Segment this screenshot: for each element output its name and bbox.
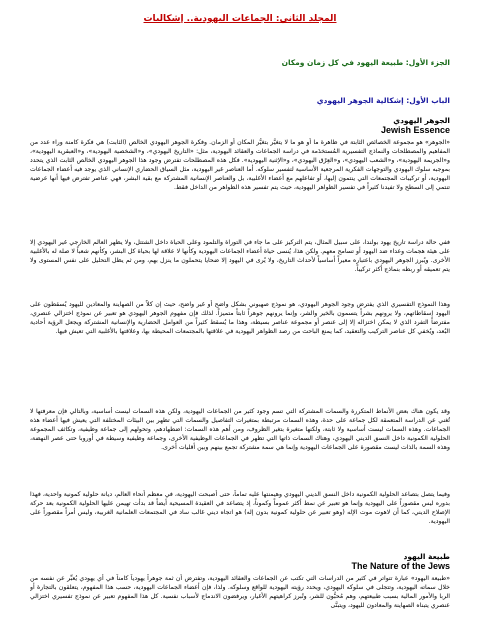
paragraph: ففي حالة دراسة تاريخ يهود بولندا، على سبيل المثال، يتم التركيز على ما جاء في التوراة والتلمود وعلى الحياة داخل الشتتل، ولا يظهر العالم الخارجي غير اليهودي إلا على هيئة هجمات وعداء ضد اليهود أو تسامح معهم. ولكن هذا، يُنسى حياة أعضاء الجماعات اليهودية وكأنها لا علاقة لها بحياة كل البشر، وكأنهم شعباً لا صلة له بالأغلبية الأخرى. ويُبرز الجوهر اليهودي باعتباره معيراً أساسياً لأحداث التاريخ، ولا يُرى في اليهود إلا ضحايا يتحملون ما ينزل بهم، ومن ثم يظل التحليل على نفس المستوى ولا يتم تعميقه أو ربطه بنماذج أكثر تركيباً. xyxy=(30,239,450,274)
volume-title: المجلد الثاني: الجماعات اليهودية.. إشكاليات xyxy=(143,14,337,24)
section-heading-english: Jewish Essence xyxy=(380,125,450,135)
part-title: الجزء الأول: طبيعة اليهود في كل زمان ومكان xyxy=(281,58,450,67)
section-heading-arabic: طبيعة اليهود xyxy=(403,552,450,561)
section-heading-english: The Nature of the Jews xyxy=(351,561,450,571)
paragraph: وفيما يتصل بتصاعد الحلولية الكمونية داخل النسق الديني اليهودي وهيمنتها عليه تماماً، حتى أصبحت اليهودية، في معظم أنحاء العالم، ديانة حلولية كمونية واحدية، فهذا بدوره ليس مقصوراً على اليهودية وإنما هو تعبير عن نمط أكثر عموماً وكموناً، إذ يتصاعد في العقيدة المسيحية أيضاً قد بدأت تهيمن عليها الحلولية الكمونية بعد حركة الإصلاح الديني، كما أن لاهوت موت الإله (وهو تعبير عن حلولية كمونية بدون إله) هو اتجاه ديني غالب ساد في المجتمعات العلمانية الغربية، وليس أمراً مقصوراً على اليهودية. xyxy=(30,491,450,526)
paragraph: «الجوهر» هو مجموعة الخصائص الثابتة في ظاهرة ما أو هو ما لا يتغيَّر بتغيُّر المكان أو الزمان. وفكرة الجوهر اليهودي الخالص (الثابت) هي فكرة كامنة وراء عدد من المفاهيم والمصطلحات والنماذج التفسيرية المُستخدَمة في دراسة الجماعات والعقائد اليهودية، مثل: «التاريخ اليهودي»، و«الشخصية اليهودية»، و«العبقرية اليهودية»، و«الجريمة اليهودية»، و«الشعب اليهودي»، و«العِرْق اليهودي»، و«الإثنية اليهودية». فكل هذه المصطلحات تفترض وجود هذا الجوهر اليهودي الخالص الثابت الذي يتحدد بموجبه سلوك اليهودي والتوجهات الفكرية المرجعية الأساسية لتفسير سلوكه. أما العناصر غير اليهودية، مثل السياق الحضاري الإنساني الذي يوجد فيه أعضاء الجماعات اليهودية، أو تركيبات المجتمعات التي ينتمون إليها، أو تفاعلهم مع أعضاء الأغلبية، بل والعناصر الإنسانية المشتركة مع بقية البشر، فهي عناصر تفترض فيها أنها عرضية تنتمي إلى السطح ولا تفيدنا كثيراً في تفسير الظواهر اليهودية، حيث يتم تفسير هذه الظواهر من الداخل فقط. xyxy=(30,139,450,192)
chapter-title: الباب الأول: إشكالية الجوهر اليهودي xyxy=(316,96,450,105)
paragraph: وهذا النموذج التفسيري الذي يفترض وجود الجوهر اليهودي، هو نموذج صهيوني بشكل واضح أو غير واضح، حيث إن كلاً من الصهاينة والمعادين لليهود يُسقطون على اليهود إسقاطاتهم، ولا يرونهم بشراً يتسمون بالخير والشر، وإنما يرونهم جوهراً ثابتاً متميزاً. لذلك فإن مفهوم الجوهر اليهودي هو تعبير عن نموذج اختزالي عنصري، مفترضاً التفرد الذي لا يمكن اختزاله إلا إلى عنصر أو مجموعة عناصر بسيطة، وهذا ما يُسقط كثيراً من العوامل الحضارية والإنسانية المشتركة ويجعل الرؤية أحادية البُعد، ويُخفي كل عناصر التركيب والتعقيد، كما يمنع الباحث من رصد الظواهر اليهودية في علاقتها بالمجتمعات المحيطة بها، وعلاقتها بالأغلبية التي تعيش فيها. xyxy=(30,301,450,336)
paragraph: «طبيعة اليهود» عبارة تتواتر في كثير من الدراسات التي تكتب عن الجماعات والعقائد اليهودية، وتفترض أن ثمة جوهراً يهودياً كامناً في أي يهودي يُعبِّر عن نفسه من خلال سماته اليهودية، وتتجلى في سلوكه اليهودي، ويحدد رؤيته اليهودية للواقع وسلوكه. ولذا، فإن أعضاء الجماعات اليهودية، حسب هذا المفهوم، يتعلقون بالتجارة أو الربا والأمور المالية بسبب طبيعتهم، وهم مُحبُّون للشر، وتُبرز كراهيتهم الأغيار، ويرفضون الاندماج لأسباب نفسية. كل هذا المفهوم تعبير عن نموذج تفسيري اختزالي عنصري يتبناه الصهاينة والمعادون لليهود، ويتبنَّى xyxy=(30,575,450,610)
section-heading-arabic: الجوهر اليهودي xyxy=(393,116,450,125)
paragraph: وقد يكون هناك بعض الأنماط المتكررة والسمات المشتركة التي تسم وجود كثير من الجماعات اليهودية، ولكن هذه السمات ليست أساسية، وبالتالي فإن معرفتها لا تُغني عن الدراسة المتعمقة لكل جماعة على حدة، وهذه السمات مرتبطة بمتغيرات التفاصيل والسمات التي تظهر بين البيئات المختلفة التي يعيش فيها أعضاء هذه الجماعات. وهذه السمات ليست أساسية ولا ثابتة، ولكنها متغيرة بتغير الظروف، ومن أهم هذه السمات: اضطهادهم، وتحولهم إلى جماعة وظيفية، وتكاثف المجموعة الحلولية الكمونية داخل النسق الديني اليهودي، وهناك السمات ذاتها التي تظهر في الجماعات الوظيفية الأخرى، وجماعة وظيفية وسيطة في أوروبا حتى عصر النهضة، وهذه السمة بالذات ليست مقصورة على الجماعات اليهودية وإنما هي سمة مشتركة تجمع بينهم وبين أقليات أخرى. xyxy=(30,408,450,452)
